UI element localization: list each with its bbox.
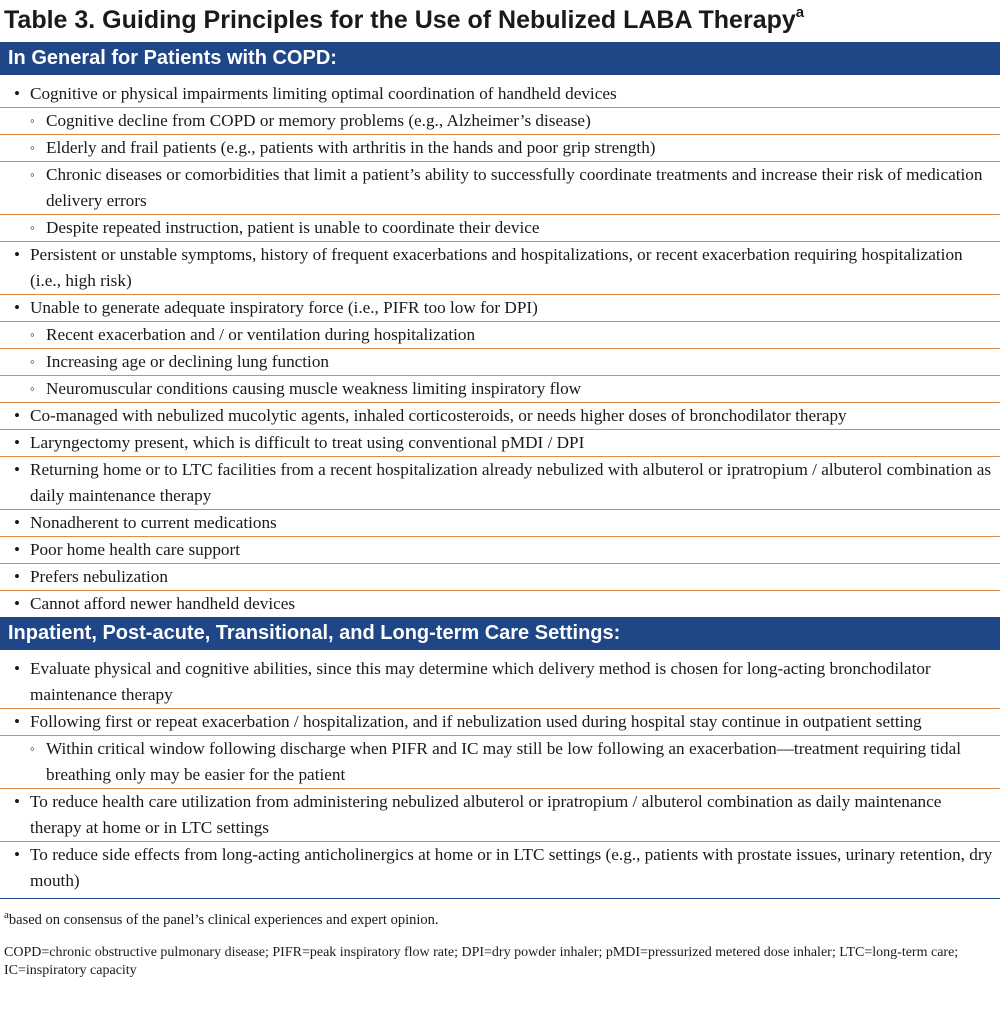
table-row: [0, 537, 1000, 564]
bullet-icon: •: [14, 460, 21, 479]
table-row: [0, 842, 1000, 894]
row-text: Increasing age or declining lung function: [46, 352, 330, 371]
row-text: Evaluate physical and cognitive abilities, since this may determine which delivery method is chosen for long-acting bronchodilator maintenance therapy: [30, 659, 931, 704]
row-text: Cognitive or physical impairments limiting optimal coordination of handheld devices: [30, 84, 617, 103]
section-header-care-settings: Inpatient, Post-acute, Transitional, and Long-term Care Settings:: [0, 617, 1000, 650]
row-text: Nonadherent to current medications: [30, 513, 277, 532]
row-text: Following first or repeat exacerbation / hospitalization, and if nebulization used during hospital stay continue in outpatient setting: [30, 712, 922, 731]
bullet-icon: •: [14, 567, 21, 586]
section-general: [0, 42, 1000, 617]
sub-bullet-icon: ◦: [30, 381, 35, 396]
bullet-icon: •: [14, 845, 21, 864]
table-row: [0, 295, 1000, 322]
footer-divider: [0, 898, 1000, 899]
row-text: Returning home or to LTC facilities from a recent hospitalization already nebulized with albuterol or ipratropium / albuterol combination as daily maintenance therapy: [30, 460, 992, 505]
table-row: [0, 789, 1000, 842]
section-header-general: In General for Patients with COPD:: [0, 42, 1000, 75]
table-row: [0, 591, 1000, 617]
table-row: [0, 656, 1000, 709]
row-text: Elderly and frail patients (e.g., patients with arthritis in the hands and poor grip strength): [46, 138, 656, 157]
table-row: [0, 736, 1000, 789]
sub-bullet-icon: ◦: [30, 113, 35, 128]
row-text: Prefers nebulization: [30, 567, 168, 586]
table-row: [0, 135, 1000, 162]
row-text: Co-managed with nebulized mucolytic agents, inhaled corticosteroids, or needs higher doses of bronchodilator therapy: [30, 406, 847, 425]
section-rows-care-settings: [0, 650, 1000, 894]
table-title: [0, 0, 1000, 42]
table-row: [0, 403, 1000, 430]
bullet-icon: •: [14, 406, 21, 425]
bullet-icon: •: [14, 540, 21, 559]
row-text: Neuromuscular conditions causing muscle weakness limiting inspiratory flow: [46, 379, 582, 398]
bullet-icon: •: [14, 245, 21, 264]
row-text: Recent exacerbation and / or ventilation during hospitalization: [46, 325, 476, 344]
table-title-text: Table 3. Guiding Principles for the Use of Nebulized LABA Therapy: [4, 6, 796, 34]
abbreviations: COPD=chronic obstructive pulmonary disease; PIFR=peak inspiratory flow rate; DPI=dry powder inhaler; pMDI=pressurized metered dose inhaler; LTC=long-term care; IC=inspiratory capacity: [4, 944, 959, 978]
table-row: [0, 510, 1000, 537]
table-row: [0, 81, 1000, 108]
sub-bullet-icon: ◦: [30, 741, 35, 756]
table-row: [0, 709, 1000, 736]
sub-bullet-icon: ◦: [30, 220, 35, 235]
row-text: Persistent or unstable symptoms, history of frequent exacerbations and hospitalizations, or recent exacerbation requiring hospitalization (i.e., high risk): [30, 245, 963, 290]
table-row: [0, 322, 1000, 349]
table-row: [0, 242, 1000, 295]
bullet-icon: •: [14, 659, 21, 678]
row-text: Cannot afford newer handheld devices: [30, 594, 296, 613]
bullet-icon: •: [14, 298, 21, 317]
bullet-icon: •: [14, 513, 21, 532]
title-footnote-marker: a: [795, 3, 805, 21]
table-row: [0, 108, 1000, 135]
table-row: [0, 162, 1000, 215]
row-text: Cognitive decline from COPD or memory problems (e.g., Alzheimer’s disease): [46, 111, 591, 130]
section-care-settings: [0, 617, 1000, 894]
bullet-icon: •: [14, 84, 21, 103]
table-row: [0, 564, 1000, 591]
section-rows-general: [0, 75, 1000, 617]
table-row: [0, 457, 1000, 510]
row-text: Unable to generate adequate inspiratory force (i.e., PIFR too low for DPI): [30, 298, 538, 317]
table-row: [0, 349, 1000, 376]
bullet-icon: •: [14, 594, 21, 613]
table-row: [0, 430, 1000, 457]
sub-bullet-icon: ◦: [30, 140, 35, 155]
row-text: Within critical window following discharge when PIFR and IC may still be low following an exacerbation—treatment requiring tidal breathing only may be easier for the patient: [46, 739, 961, 784]
bullet-icon: •: [14, 433, 21, 452]
row-text: Chronic diseases or comorbidities that limit a patient’s ability to successfully coordinate treatments and increase their risk of medication delivery errors: [46, 165, 983, 210]
footnote-marker: a: [4, 909, 9, 921]
row-text: Laryngectomy present, which is difficult to treat using conventional pMDI / DPI: [30, 433, 585, 452]
bullet-icon: •: [14, 712, 21, 731]
sub-bullet-icon: ◦: [30, 354, 35, 369]
row-text: Poor home health care support: [30, 540, 241, 559]
row-text: To reduce health care utilization from administering nebulized albuterol or ipratropium / albuterol combination as daily maintenance therapy at home or in LTC settings: [30, 792, 942, 837]
table-row: [0, 376, 1000, 403]
footnote-text: based on consensus of the panel’s clinical experiences and expert opinion.: [8, 911, 439, 928]
table-row: [0, 215, 1000, 242]
row-text: Despite repeated instruction, patient is unable to coordinate their device: [46, 218, 540, 237]
sub-bullet-icon: ◦: [30, 327, 35, 342]
sub-bullet-icon: ◦: [30, 167, 35, 182]
row-text: To reduce side effects from long-acting anticholinergics at home or in LTC settings (e.g., patients with prostate issues, urinary retention, dry mouth): [30, 845, 993, 890]
bullet-icon: •: [14, 792, 21, 811]
footnote: [0, 905, 1000, 930]
